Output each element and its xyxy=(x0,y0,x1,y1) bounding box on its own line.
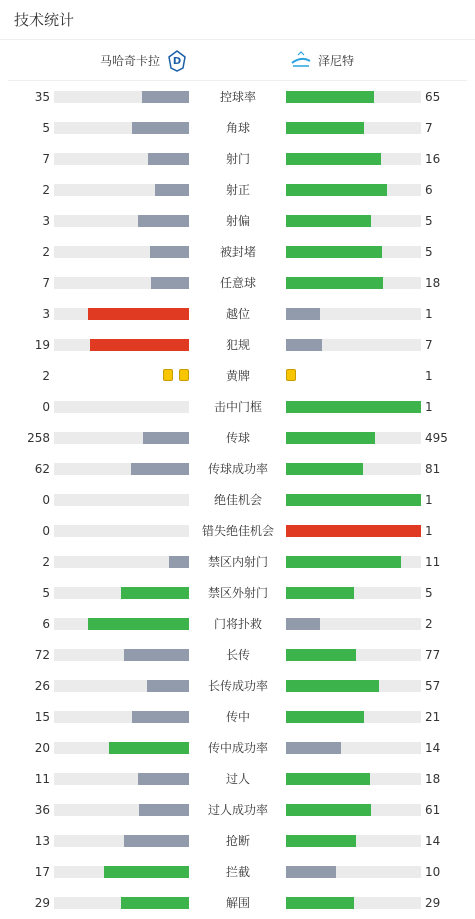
away-value: 1 xyxy=(425,307,433,321)
away-bar-track xyxy=(286,680,421,692)
home-value: 0 xyxy=(42,524,50,538)
home-value: 13 xyxy=(34,834,50,848)
home-value: 11 xyxy=(34,772,50,786)
home-value: 15 xyxy=(34,710,50,724)
away-team-name: 泽尼特 xyxy=(318,54,355,68)
stat-row xyxy=(0,862,475,882)
away-bar-track xyxy=(286,897,421,909)
home-value: 20 xyxy=(34,741,50,755)
stat-label: 射门 xyxy=(225,152,250,166)
away-value: 18 xyxy=(425,772,441,786)
stat-label: 拦截 xyxy=(225,865,250,879)
away-value: 1 xyxy=(425,493,433,507)
home-bar-fill xyxy=(124,649,189,661)
away-bar-fill xyxy=(286,153,381,165)
home-bar-fill xyxy=(104,866,189,878)
home-value: 26 xyxy=(34,679,50,693)
home-value: 2 xyxy=(42,369,50,383)
stat-row xyxy=(0,397,475,417)
yellow-card-icon xyxy=(179,369,189,381)
away-bar-fill xyxy=(286,866,336,878)
stat-row xyxy=(0,149,475,169)
away-bar-track xyxy=(286,773,421,785)
away-bar-track xyxy=(286,494,421,506)
away-bar-track xyxy=(286,122,421,134)
dynamo-logo-icon xyxy=(166,50,188,72)
away-value: 1 xyxy=(425,524,433,538)
home-bar-track xyxy=(54,804,189,816)
away-bar-track xyxy=(286,246,421,258)
stat-label: 绝佳机会 xyxy=(213,493,262,507)
away-value: 7 xyxy=(425,121,433,135)
stat-row xyxy=(0,738,475,758)
away-value: 5 xyxy=(425,245,433,259)
away-bar-fill xyxy=(286,556,401,568)
stat-label: 击中门框 xyxy=(213,400,262,414)
home-bar-track xyxy=(54,401,189,413)
stat-label: 长传 xyxy=(225,648,250,662)
away-bar-fill xyxy=(286,494,421,506)
stat-label: 传球成功率 xyxy=(207,462,268,476)
away-value: 29 xyxy=(425,896,441,910)
stat-row xyxy=(0,335,475,355)
home-value: 5 xyxy=(42,586,50,600)
home-team-name: 马哈奇卡拉 xyxy=(99,54,160,68)
away-bar-fill xyxy=(286,525,421,537)
home-bar-fill xyxy=(143,432,189,444)
home-value: 36 xyxy=(34,803,50,817)
away-value: 21 xyxy=(425,710,441,724)
stat-row xyxy=(0,552,475,572)
away-bar-fill xyxy=(286,184,387,196)
home-bar-track xyxy=(54,215,189,227)
away-bar-track xyxy=(286,587,421,599)
away-value: 1 xyxy=(425,369,433,383)
away-bar-track xyxy=(286,432,421,444)
away-bar-fill xyxy=(286,308,320,320)
away-bar-track xyxy=(286,91,421,103)
away-value: 5 xyxy=(425,586,433,600)
stat-row xyxy=(0,459,475,479)
away-bar-track xyxy=(286,556,421,568)
home-bar-fill xyxy=(88,618,189,630)
stat-label: 禁区外射门 xyxy=(207,586,268,600)
stat-label: 抢断 xyxy=(225,834,250,848)
stat-label: 越位 xyxy=(225,307,250,321)
home-bar-fill xyxy=(109,742,189,754)
stat-label: 禁区内射门 xyxy=(207,555,268,569)
away-bar-fill xyxy=(286,680,379,692)
stat-row xyxy=(0,304,475,324)
home-bar-fill xyxy=(142,91,189,103)
away-bar-track xyxy=(286,401,421,413)
stat-label: 传中 xyxy=(225,710,250,724)
title-bar xyxy=(0,0,475,40)
home-value: 62 xyxy=(34,462,50,476)
away-value: 14 xyxy=(425,741,441,755)
home-value: 3 xyxy=(42,307,50,321)
home-bar-track xyxy=(54,618,189,630)
away-bar-fill xyxy=(286,246,382,258)
home-bar-track xyxy=(54,432,189,444)
away-bar-fill xyxy=(286,773,370,785)
yellow-card-icon xyxy=(286,369,296,381)
home-bar-track xyxy=(54,91,189,103)
stat-row xyxy=(0,118,475,138)
away-bar-fill xyxy=(286,835,356,847)
away-value: 495 xyxy=(425,431,448,445)
away-value: 7 xyxy=(425,338,433,352)
home-value: 17 xyxy=(34,865,50,879)
stat-row xyxy=(0,676,475,696)
home-bar-fill xyxy=(121,897,189,909)
stat-label: 射偏 xyxy=(225,214,250,228)
home-value: 2 xyxy=(42,555,50,569)
home-bar-fill xyxy=(121,587,189,599)
stat-row xyxy=(0,583,475,603)
home-yellow-cards xyxy=(163,369,189,383)
away-bar-track xyxy=(286,308,421,320)
home-value: 2 xyxy=(42,183,50,197)
away-value: 11 xyxy=(425,555,441,569)
away-value: 14 xyxy=(425,834,441,848)
away-bar-track xyxy=(286,215,421,227)
away-value: 57 xyxy=(425,679,441,693)
home-bar-track xyxy=(54,339,189,351)
away-bar-track xyxy=(286,463,421,475)
home-bar-fill xyxy=(155,184,189,196)
home-bar-fill xyxy=(139,804,189,816)
away-bar-track xyxy=(286,153,421,165)
stat-label: 任意球 xyxy=(219,276,256,290)
home-bar-track xyxy=(54,587,189,599)
home-value: 19 xyxy=(34,338,50,352)
away-bar-track xyxy=(286,277,421,289)
stat-label: 传球 xyxy=(225,431,250,445)
home-bar-track xyxy=(54,680,189,692)
away-bar-fill xyxy=(286,742,341,754)
stat-label: 过人成功率 xyxy=(207,803,268,817)
stat-row xyxy=(0,707,475,727)
home-team xyxy=(100,50,188,72)
home-bar-fill xyxy=(138,215,189,227)
home-bar-fill xyxy=(132,711,189,723)
away-bar-track xyxy=(286,742,421,754)
home-bar-fill xyxy=(131,463,189,475)
away-bar-fill xyxy=(286,804,371,816)
away-value: 6 xyxy=(425,183,433,197)
stat-label: 犯规 xyxy=(225,338,250,352)
away-bar-fill xyxy=(286,618,320,630)
home-bar-fill xyxy=(150,246,189,258)
stat-label: 过人 xyxy=(225,772,250,786)
away-value: 61 xyxy=(425,803,441,817)
home-bar-fill xyxy=(147,680,189,692)
away-bar-fill xyxy=(286,339,322,351)
home-bar-track xyxy=(54,122,189,134)
stat-label: 控球率 xyxy=(219,90,256,104)
away-value: 65 xyxy=(425,90,441,104)
home-value: 3 xyxy=(42,214,50,228)
home-bar-track xyxy=(54,308,189,320)
home-bar-track xyxy=(54,711,189,723)
stat-row xyxy=(0,645,475,665)
home-bar-fill xyxy=(169,556,189,568)
stat-label: 被封堵 xyxy=(219,245,256,259)
away-bar-track xyxy=(286,339,421,351)
away-bar-fill xyxy=(286,277,383,289)
stat-label: 传中成功率 xyxy=(207,741,268,755)
home-bar-fill xyxy=(151,277,189,289)
home-value: 0 xyxy=(42,400,50,414)
home-bar-fill xyxy=(138,773,189,785)
stat-label: 黄牌 xyxy=(225,369,250,383)
stat-row xyxy=(0,614,475,634)
home-bar-track xyxy=(54,897,189,909)
home-bar-track xyxy=(54,153,189,165)
home-bar-track xyxy=(54,184,189,196)
home-bar-fill xyxy=(124,835,189,847)
away-bar-fill xyxy=(286,215,371,227)
stat-label: 射正 xyxy=(225,183,250,197)
home-bar-track xyxy=(54,835,189,847)
stat-row xyxy=(0,893,475,913)
home-bar-track xyxy=(54,246,189,258)
stat-row xyxy=(0,273,475,293)
away-bar-track xyxy=(286,835,421,847)
away-bar-track xyxy=(286,711,421,723)
away-value: 2 xyxy=(425,617,433,631)
away-bar-fill xyxy=(286,91,374,103)
stat-label: 角球 xyxy=(225,121,250,135)
away-value: 81 xyxy=(425,462,441,476)
away-bar-fill xyxy=(286,122,364,134)
home-bar-track xyxy=(54,866,189,878)
away-value: 5 xyxy=(425,214,433,228)
away-bar-track xyxy=(286,525,421,537)
home-bar-track xyxy=(54,494,189,506)
home-bar-track xyxy=(54,649,189,661)
stat-row xyxy=(0,211,475,231)
stat-row xyxy=(0,428,475,448)
svg-text:D: D xyxy=(172,56,182,67)
home-bar-track xyxy=(54,277,189,289)
stat-row xyxy=(0,180,475,200)
away-bar-fill xyxy=(286,463,363,475)
stat-row xyxy=(0,242,475,262)
away-value: 77 xyxy=(425,648,441,662)
home-bar-track xyxy=(54,525,189,537)
home-bar-track xyxy=(54,463,189,475)
panel-title: 技术统计 xyxy=(14,11,75,29)
stat-row xyxy=(0,769,475,789)
home-bar-track xyxy=(54,742,189,754)
home-value: 258 xyxy=(27,431,50,445)
stat-row xyxy=(0,831,475,851)
home-value: 7 xyxy=(42,152,50,166)
away-bar-fill xyxy=(286,432,375,444)
away-value: 16 xyxy=(425,152,441,166)
away-value: 18 xyxy=(425,276,441,290)
home-bar-fill xyxy=(148,153,189,165)
home-bar-fill xyxy=(88,308,189,320)
home-value: 6 xyxy=(42,617,50,631)
away-team xyxy=(290,50,354,72)
home-bar-fill xyxy=(90,339,189,351)
teams-header xyxy=(8,41,467,81)
home-value: 5 xyxy=(42,121,50,135)
away-bar-fill xyxy=(286,897,354,909)
home-value: 2 xyxy=(42,245,50,259)
away-yellow-cards xyxy=(286,369,296,383)
away-bar-track xyxy=(286,618,421,630)
home-value: 0 xyxy=(42,493,50,507)
home-bar-track xyxy=(54,556,189,568)
away-bar-track xyxy=(286,649,421,661)
stat-label: 长传成功率 xyxy=(207,679,268,693)
stat-row xyxy=(0,87,475,107)
home-value: 72 xyxy=(34,648,50,662)
away-bar-fill xyxy=(286,649,356,661)
away-bar-fill xyxy=(286,401,421,413)
away-value: 1 xyxy=(425,400,433,414)
stat-row xyxy=(0,800,475,820)
home-bar-track xyxy=(54,773,189,785)
home-value: 7 xyxy=(42,276,50,290)
away-bar-fill xyxy=(286,587,354,599)
stat-row xyxy=(0,521,475,541)
away-value: 10 xyxy=(425,865,441,879)
away-bar-track xyxy=(286,804,421,816)
home-value: 29 xyxy=(34,896,50,910)
stat-row xyxy=(0,490,475,510)
stat-label: 错失绝佳机会 xyxy=(201,524,274,538)
stat-label: 解围 xyxy=(225,896,250,910)
stat-label: 门将扑救 xyxy=(213,617,262,631)
yellow-card-icon xyxy=(163,369,173,381)
away-bar-track xyxy=(286,184,421,196)
away-bar-fill xyxy=(286,711,364,723)
zenit-logo-icon xyxy=(290,50,312,72)
away-bar-track xyxy=(286,866,421,878)
stat-row xyxy=(0,366,475,386)
home-value: 35 xyxy=(34,90,50,104)
home-bar-fill xyxy=(132,122,189,134)
